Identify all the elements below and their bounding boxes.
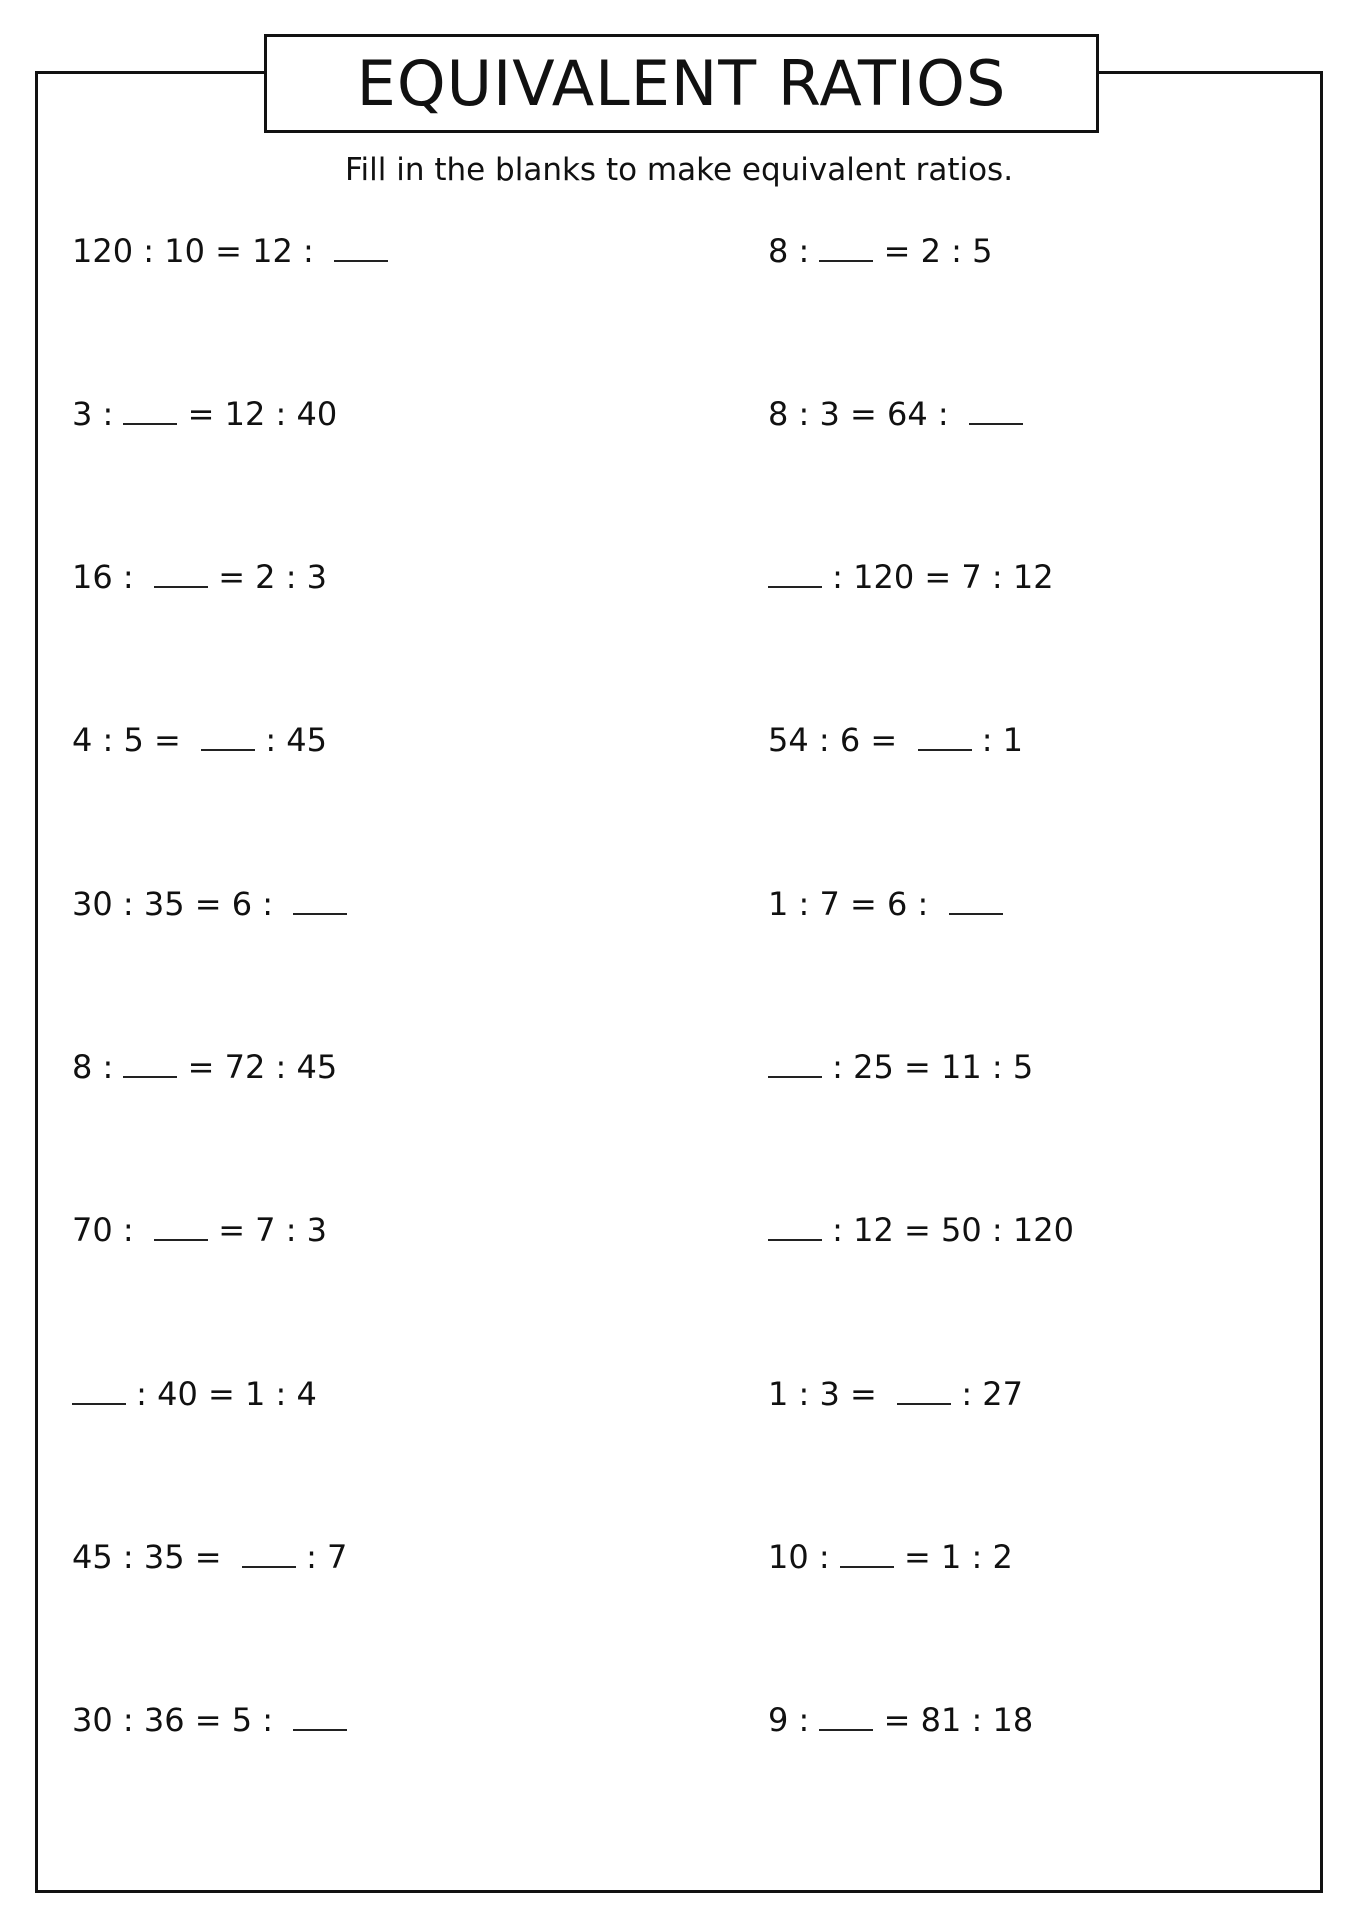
page-title: EQUIVALENT RATIOS [356, 46, 1007, 120]
problem-text-after: = 72 : 45 [177, 1048, 338, 1086]
problem-text-after: : 120 = 7 : 12 [822, 558, 1054, 596]
problem-text-before: 8 : [72, 1048, 124, 1086]
answer-blank[interactable] [949, 883, 1003, 915]
problem-right-5 [768, 883, 1003, 924]
answer-blank[interactable] [768, 1046, 822, 1078]
problem-right-8 [768, 1373, 1023, 1414]
problem-text-after: = 2 : 3 [208, 558, 328, 596]
problem-text-after: = 7 : 3 [208, 1211, 328, 1249]
instructions: Fill in the blanks to make equivalent ratios. [344, 152, 1014, 188]
problem-left-3 [72, 556, 327, 597]
problem-right-6 [768, 1046, 1033, 1087]
problem-left-10 [72, 1699, 347, 1740]
problem-right-1 [768, 230, 992, 271]
problem-right-7 [768, 1209, 1074, 1250]
problem-right-9 [768, 1536, 1013, 1577]
problem-text-before: 1 : 3 = [768, 1375, 898, 1413]
problem-left-4 [72, 719, 327, 760]
answer-blank[interactable] [293, 883, 347, 915]
problem-left-9 [72, 1536, 347, 1577]
problem-left-8 [72, 1373, 317, 1414]
answer-blank[interactable] [72, 1373, 126, 1405]
problem-text-before: 70 : [72, 1211, 155, 1249]
problem-text-after: = 12 : 40 [177, 395, 338, 433]
answer-blank[interactable] [918, 719, 972, 751]
answer-blank[interactable] [897, 1373, 951, 1405]
problem-right-2 [768, 393, 1023, 434]
problem-text-before: 30 : 36 = 5 : [72, 1701, 294, 1739]
answer-blank[interactable] [969, 393, 1023, 425]
answer-blank[interactable] [123, 1046, 177, 1078]
answer-blank[interactable] [154, 1209, 208, 1241]
problem-left-7 [72, 1209, 327, 1250]
problem-left-1 [72, 230, 388, 271]
answer-blank[interactable] [768, 1209, 822, 1241]
problem-text-after: : 7 [295, 1538, 348, 1576]
problem-text-after: : 25 = 11 : 5 [822, 1048, 1034, 1086]
problem-text-after: = 2 : 5 [873, 232, 993, 270]
problem-left-5 [72, 883, 347, 924]
answer-blank[interactable] [123, 393, 177, 425]
answer-blank[interactable] [201, 719, 255, 751]
problem-text-before: 1 : 7 = 6 : [768, 885, 949, 923]
problem-text-before: 30 : 35 = 6 : [72, 885, 294, 923]
problem-text-before: 16 : [72, 558, 155, 596]
answer-blank[interactable] [819, 230, 873, 262]
problem-text-before: 10 : [768, 1538, 840, 1576]
problem-text-after: : 1 [971, 721, 1024, 759]
answer-blank[interactable] [819, 1699, 873, 1731]
answer-blank[interactable] [768, 556, 822, 588]
problem-text-before: 8 : 3 = 64 : [768, 395, 970, 433]
problem-text-after: : 27 [951, 1375, 1024, 1413]
problem-text-before: 54 : 6 = [768, 721, 918, 759]
problem-text-before: 3 : [72, 395, 124, 433]
problem-right-4 [768, 719, 1023, 760]
problem-text-before: 120 : 10 = 12 : [72, 232, 335, 270]
problem-text-after: : 45 [255, 721, 328, 759]
problem-text-after: : 40 = 1 : 4 [126, 1375, 317, 1413]
problem-left-6 [72, 1046, 337, 1087]
problem-text-after: : 12 = 50 : 120 [822, 1211, 1074, 1249]
answer-blank[interactable] [154, 556, 208, 588]
problem-right-10 [768, 1699, 1033, 1740]
answer-blank[interactable] [334, 230, 388, 262]
problem-text-before: 4 : 5 = [72, 721, 202, 759]
answer-blank[interactable] [242, 1536, 296, 1568]
problem-text-after: = 81 : 18 [873, 1701, 1034, 1739]
problem-text-before: 45 : 35 = [72, 1538, 242, 1576]
problem-left-2 [72, 393, 337, 434]
answer-blank[interactable] [293, 1699, 347, 1731]
problem-text-before: 8 : [768, 232, 820, 270]
problem-text-before: 9 : [768, 1701, 820, 1739]
problem-right-3 [768, 556, 1054, 597]
problem-text-after: = 1 : 2 [893, 1538, 1013, 1576]
answer-blank[interactable] [840, 1536, 894, 1568]
